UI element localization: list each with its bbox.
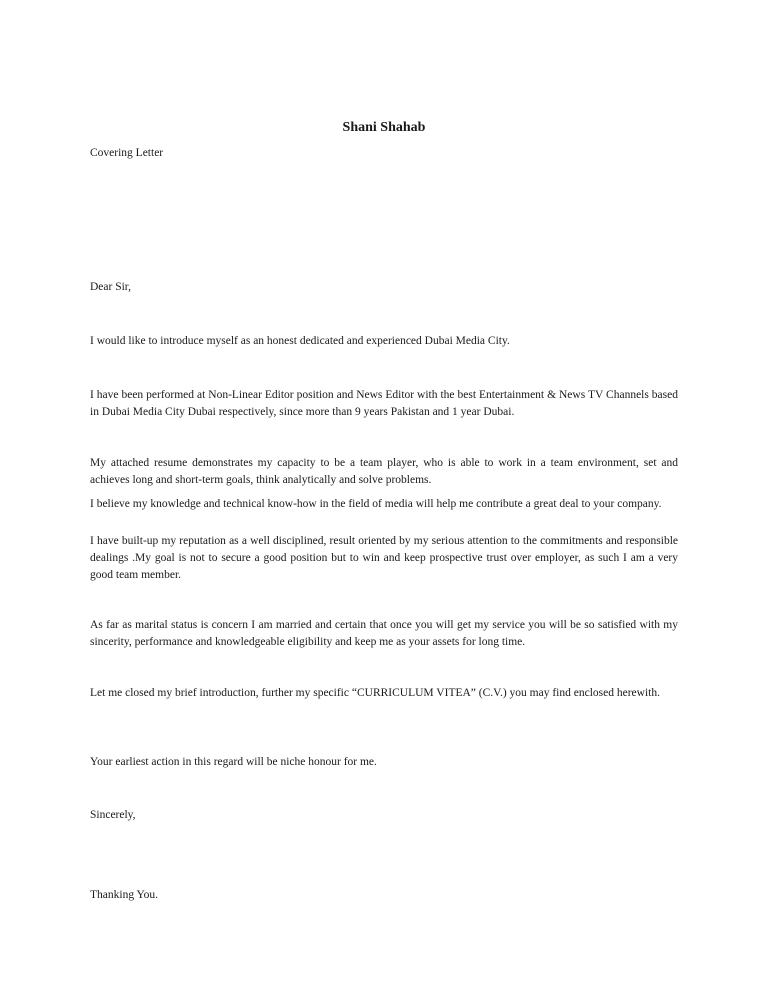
letter-name-heading: Shani Shahab: [342, 120, 426, 135]
paragraph-resume: My attached resume demonstrates my capacity to be a team player, who is able to work in a team environment, set and achieves long and short-term goals, think analytically and solve problems.: [90, 457, 678, 486]
paragraph-knowledge: I believe my knowledge and technical know-how in the field of media will help me contribute a great deal to your company.: [90, 498, 662, 510]
paragraph-earliest-action: Your earliest action in this regard will be niche honour for me.: [90, 756, 377, 768]
closing: Sincerely,: [90, 809, 136, 821]
salutation: Dear Sir,: [90, 281, 132, 293]
paragraph-reputation: I have built-up my reputation as a well disciplined, result oriented by my serious attention to the commitments and responsible dealings .My goal is not to secure a good position but to win and keep prospective trust over employer, as such I am a very good team member.: [90, 535, 678, 581]
letter-subtitle: Covering Letter: [90, 147, 164, 159]
paragraph-intro: I would like to introduce myself as an honest dedicated and experienced Dubai Media City.: [90, 335, 510, 347]
paragraph-cv-enclosed: Let me closed my brief introduction, further my specific “CURRICULUM VITEA” (C.V.) you may find enclosed herewith.: [90, 687, 660, 699]
paragraph-marital-status: As far as marital status is concern I am married and certain that once you will get my service you will be so satisfied with my sincerity, performance and knowledgeable eligibility and keep me as your assets for long time.: [90, 619, 678, 648]
sign-off: Thanking You.: [90, 889, 159, 901]
paragraph-experience: I have been performed at Non-Linear Editor position and News Editor with the best Entertainment & News TV Channels based in Dubai Media City Dubai respectively, since more than 9 years Pakistan and 1 year Dubai.: [90, 389, 678, 418]
